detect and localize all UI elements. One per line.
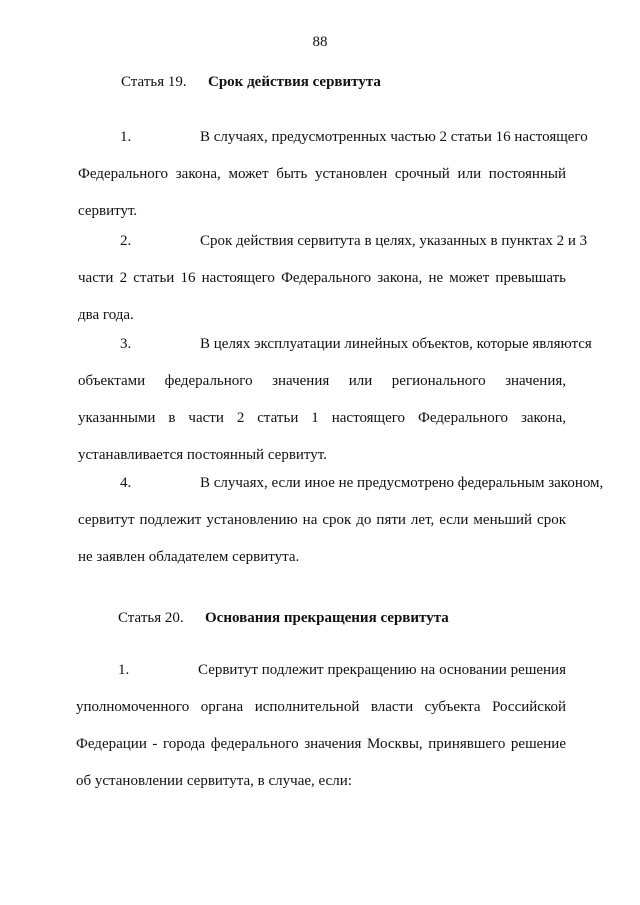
paragraph-number: 3. bbox=[120, 336, 132, 352]
paragraph-line: 3. В целях эксплуатации линейных объектов, которые являются bbox=[78, 326, 566, 363]
paragraph-line: Федерации - города федерального значения Москвы, принявшего решение bbox=[76, 736, 566, 752]
paragraph-line: не заявлен обладателем сервитута. bbox=[78, 549, 300, 565]
article-19-paragraph-4 bbox=[78, 465, 604, 576]
paragraph-number: 1. bbox=[120, 129, 132, 145]
article-19-paragraph-3 bbox=[78, 326, 592, 474]
article-19-paragraph-2 bbox=[78, 223, 588, 334]
article-19-title: Срок действия сервитута bbox=[208, 74, 381, 90]
article-19-heading bbox=[0, 74, 640, 94]
article-20-paragraph-1 bbox=[76, 652, 566, 800]
paragraph-line: 1. Сервитут подлежит прекращению на основании решения bbox=[76, 652, 566, 689]
article-20-number: Статья 20. bbox=[118, 610, 184, 626]
paragraph-line: 2. Срок действия сервитута в целях, указанных в пунктах 2 и 3 bbox=[78, 223, 566, 260]
paragraph-line: 1. В случаях, предусмотренных частью 2 статьи 16 настоящего bbox=[78, 119, 566, 156]
paragraph-line: 4. В случаях, если иное не предусмотрено федеральным законом, bbox=[78, 465, 566, 502]
article-20-heading bbox=[0, 610, 640, 630]
paragraph-line: сервитут подлежит установлению на срок до пяти лет, если меньший срок bbox=[78, 512, 566, 528]
paragraph-line: объектами федерального значения или регионального значения, bbox=[78, 373, 566, 389]
paragraph-line: устанавливается постоянный сервитут. bbox=[78, 447, 327, 463]
article-19-number: Статья 19. bbox=[121, 74, 187, 90]
paragraph-line: об установлении сервитута, в случае, если: bbox=[76, 773, 352, 789]
page-number: 88 bbox=[312, 34, 328, 50]
paragraph-number: 1. bbox=[118, 662, 130, 678]
paragraph-line: части 2 статьи 16 настоящего Федерального закона, не может превышать bbox=[78, 270, 566, 286]
paragraph-number: 4. bbox=[120, 475, 132, 491]
paragraph-number: 2. bbox=[120, 233, 132, 249]
article-20-title: Основания прекращения сервитута bbox=[205, 610, 449, 626]
paragraph-line: указанными в части 2 статьи 1 настоящего Федерального закона, bbox=[78, 410, 566, 426]
paragraph-line: два года. bbox=[78, 307, 134, 323]
paragraph-line: уполномоченного органа исполнительной власти субъекта Российской bbox=[76, 699, 566, 715]
paragraph-line: Федерального закона, может быть установлен срочный или постоянный bbox=[78, 166, 566, 182]
article-19-paragraph-1 bbox=[78, 119, 588, 230]
paragraph-line: сервитут. bbox=[78, 203, 138, 219]
